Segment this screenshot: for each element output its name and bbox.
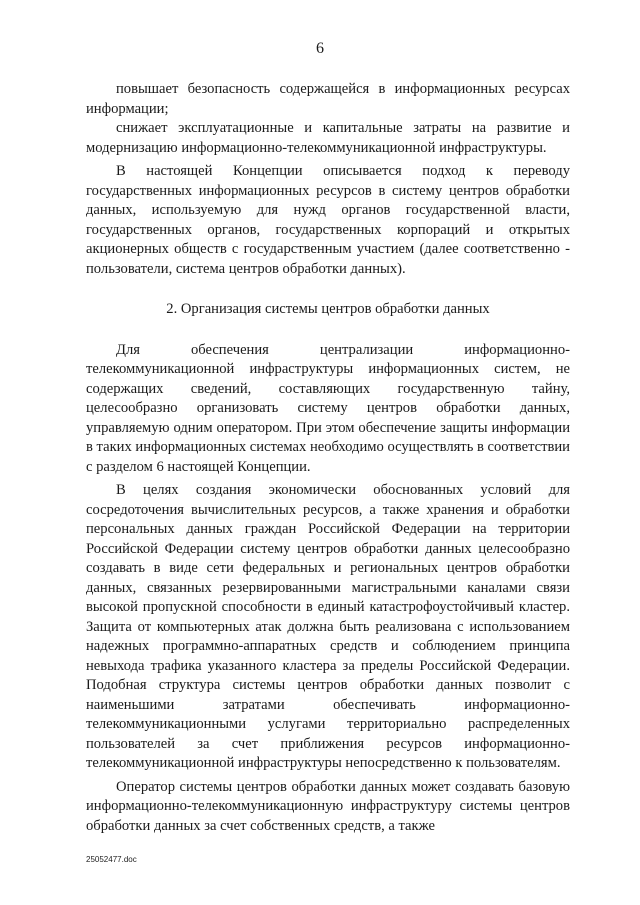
paragraph-5: В целях создания экономически обоснованных условий для сосредоточения вычислительных ресурсов, а также хранения и обработки персональных данных граждан Российской Федерации на территории Российской Федерации систему центров обработки данных целесообразно создавать в виде сети федеральных и региональных центров обработки данных, связанных резервированными магистральными каналами связи высокой пропускной способности в единый катастрофоустойчивый кластер. Защита от компьютерных атак должна быть реализована с использованием надежных программно-аппаратных средств и соблюдением принципа невыхода трафика указанного кластера за пределы Российской Федерации. Подобная структура системы центров обработки данных позволит с наименьшими затратами обеспечивать информационно-телекоммуникационными услугами территориально распределенных пользователей за счет приближения ресурсов информационно-телекоммуникационной инфраструктуры непосредственно к пользователям.: [86, 482, 570, 771]
paragraph-1: повышает безопасность содержащейся в информационных ресурсах информации;: [86, 81, 570, 117]
footer-document-code: 25052477.doc: [86, 855, 137, 864]
document-body: [86, 80, 570, 836]
paragraph-4: Для обеспечения централизации информационно-телекоммуникационной инфраструктуры информационных систем, не содержащих сведений, составляющих государственную тайну, целесообразно организовать систему центров обработки данных, управляемую одним оператором. При этом обеспечение защиты информации в таких информационных системах необходимо осуществлять в соответствии с разделом 6 настоящей Концепции.: [86, 341, 570, 475]
page-number: 6: [316, 40, 324, 57]
paragraph-2: снижает эксплуатационные и капитальные затраты на развитие и модернизацию информационно-телекоммуникационной инфраструктуры.: [86, 120, 570, 156]
paragraph-3: В настоящей Концепции описывается подход к переводу государственных информационных ресурсов в систему центров обработки данных, используемую для нужд органов государственной власти, государственных органов, государственных корпораций и открытых акционерных обществ с государственным участием (далее соответственно - пользователи, система центров обработки данных).: [86, 163, 570, 277]
paragraph-6: Оператор системы центров обработки данных может создавать базовую информационно-телекоммуникационную инфраструктуру системы центров обработки данных за счет собственных средств, а также: [86, 778, 570, 834]
section-heading: 2. Организация системы центров обработки данных: [166, 301, 490, 317]
